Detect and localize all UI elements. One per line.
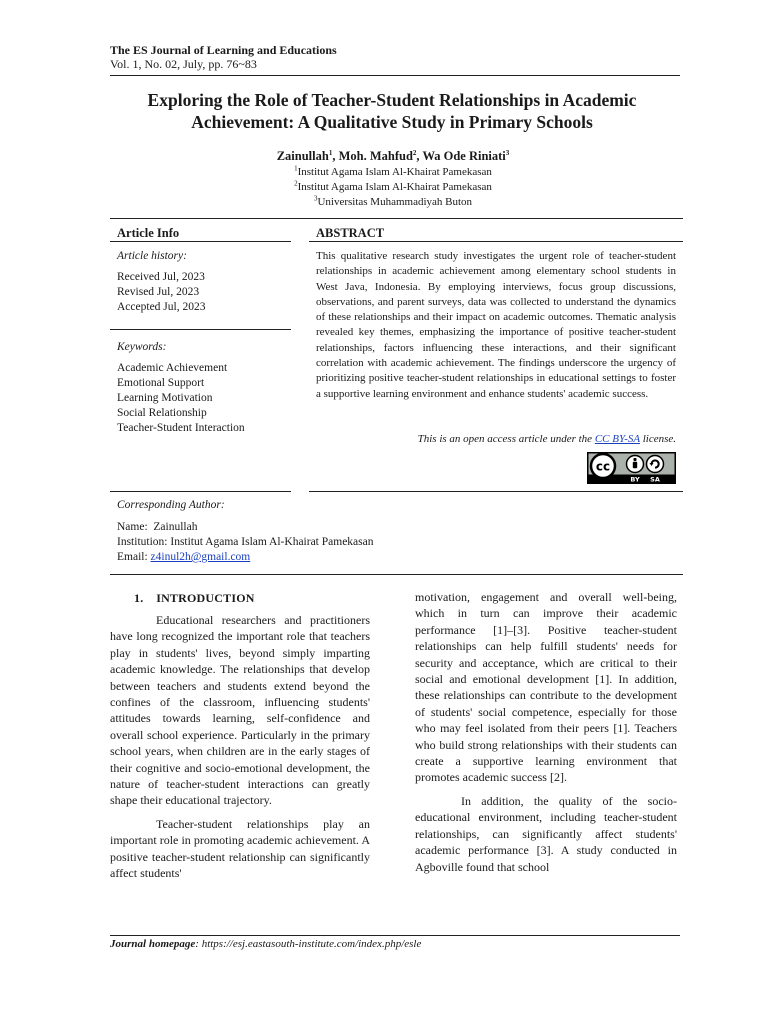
affiliation-sup: 1 [294, 164, 298, 173]
article-info-bottom-rule [110, 491, 291, 492]
body-left-column [110, 612, 370, 889]
footer-label: Journal homepage [110, 938, 196, 950]
attribution-icon-head [633, 458, 636, 461]
keyword-item: Academic Achievement [117, 362, 228, 374]
received-date: Received Jul, 2023 [117, 271, 205, 283]
keyword-item: Emotional Support [117, 377, 205, 389]
body-right-column [415, 589, 677, 882]
affiliation [110, 166, 676, 178]
footer-url[interactable]: https://esj.eastasouth-institute.com/index.php/esle [201, 938, 422, 950]
author-name: Wa Ode Riniati [422, 149, 506, 163]
keywords-label: Keywords: [117, 341, 167, 353]
body-separator-rule [110, 574, 683, 575]
author-name: Moh. Mahfud [338, 149, 413, 163]
corresponding-institution [117, 536, 373, 548]
cc-glyph: cc [595, 459, 611, 474]
article-info-rule [110, 241, 291, 242]
article-history-label: Article history: [117, 250, 187, 262]
affiliation-text: Institut Agama Islam Al-Khairat Pamekasan [297, 181, 492, 193]
abstract-heading: ABSTRACT [316, 226, 385, 240]
affiliation-sup: 3 [313, 194, 318, 203]
cc-by-sa-link[interactable]: CC BY-SA [594, 433, 640, 445]
institution-label: Institution: [117, 536, 168, 548]
corresponding-email [117, 551, 250, 563]
affiliation-text: Institut Agama Islam Al-Khairat Pamekasan [297, 166, 492, 178]
author-sup: 1 [328, 148, 333, 157]
body-paragraph: In addition, the quality of the socio-educational environment, including teacher-student relationships, can significantly affect students' academic performance [3]. A study conducted in Agboville found that school [415, 793, 677, 874]
license-prefix: This is an open access article under the [417, 433, 595, 445]
badge-by-label: BY [630, 475, 640, 484]
footer-colon: : [195, 938, 202, 950]
affiliation-text: Universitas Muhammadiyah Buton [317, 196, 473, 208]
badge-sa-label: SA [650, 475, 660, 484]
abstract-rule [309, 241, 683, 242]
title-line-2: Achievement: A Qualitative Study in Primary Schools [191, 112, 593, 132]
email-label: Email: [117, 551, 148, 563]
author-sup: 2 [412, 148, 417, 157]
share-alike-icon [647, 456, 664, 473]
section-rule [110, 218, 683, 219]
name-value: Zainullah [153, 521, 198, 533]
footer-rule [110, 935, 680, 936]
title-line-1: Exploring the Role of Teacher-Student Relationships in Academic [147, 90, 637, 110]
body-paragraph: Educational researchers and practitioners have long recognized the important role that teachers play in students' lives, beyond simply imparting academic knowledge. The relationships that develop between teachers and students extend beyond the confines of the classroom, influencing students' attitudes towards learning, self-confidence and overall school experience. Particularly in the primary school years, when children are in the early stages of their cognitive and socio-emotional development, the nature of teacher-student interactions can greatly shape their educational trajectory. [110, 613, 370, 808]
cc-by-sa-badge[interactable] [587, 452, 676, 484]
header-rule [110, 75, 680, 76]
introduction-heading: 1. INTRODUCTION [134, 591, 255, 605]
author-sup: 3 [505, 148, 510, 157]
paper-title [100, 89, 684, 133]
keyword-item: Teacher-Student Interaction [117, 422, 245, 434]
journal-volume-info: Vol. 1, No. 02, July, pp. 76~83 [110, 57, 257, 71]
license-suffix: license. [639, 433, 676, 445]
affiliation [110, 196, 676, 208]
journal-homepage-footer [110, 938, 421, 950]
name-label: Name: [117, 521, 148, 533]
institution-value: Institut Agama Islam Al-Khairat Pamekasan [170, 536, 374, 548]
abstract-text: This qualitative research study investigates the urgent role of teacher-student relationships in academic achievement among elementary school students in West Java, Indonesia. By employing interviews, focus group discussions, observations, and parent surveys, data was collected to understand the dynamics of these relationships and their impact on academic outcomes. Thematic analysis revealed key themes, emphasizing the importance of positive teacher-student relationships, factors influencing these interactions, and their significant correlation with academic achievement. The findings underscore the urgency of prioritizing positive teacher-student relationships in educational settings to foster a supportive learning environment and enhance students' academic success. [316, 250, 676, 400]
keyword-item: Learning Motivation [117, 392, 213, 404]
revised-date: Revised Jul, 2023 [117, 286, 200, 298]
accepted-date: Accepted Jul, 2023 [117, 301, 206, 313]
affiliation [110, 181, 676, 193]
author-list: Zainullah$^1$, Moh. Mahfud$^2$, Wa Ode Riniati$^3$ [276, 148, 510, 163]
journal-name: The ES Journal of Learning and Educations [110, 43, 337, 57]
abstract-bottom-rule [309, 491, 683, 492]
body-paragraph: motivation, engagement and overall well-being, which in turn can improve their academic performance [1]–[3]. Positive teacher-student relationships can help fulfill students' needs for security and acceptance, which are critical to their social and emotional development [1]. In addition, these relationships can contribute to the development of students' social competence, especially for those who may feel isolated from their peers [1]. Teachers who build strong relationships with their students can create a supportive learning environment that promotes academic success [2]. [415, 590, 677, 785]
author-name: Zainullah [276, 149, 329, 163]
attribution-icon-body [633, 462, 637, 469]
body-paragraph: Teacher-student relationships play an important role in promoting academic achievement. A positive teacher-student relationship can significantly affect students' [110, 816, 370, 881]
keyword-item: Social Relationship [117, 407, 207, 419]
article-info-heading: Article Info [117, 226, 180, 240]
keywords-rule [110, 329, 291, 330]
corresponding-author-label: Corresponding Author: [117, 499, 225, 511]
affiliation-sup: 2 [294, 179, 298, 188]
email-link[interactable]: z4inul2h@gmail.com [150, 551, 251, 563]
corresponding-name [117, 521, 197, 533]
license-line [316, 433, 676, 445]
